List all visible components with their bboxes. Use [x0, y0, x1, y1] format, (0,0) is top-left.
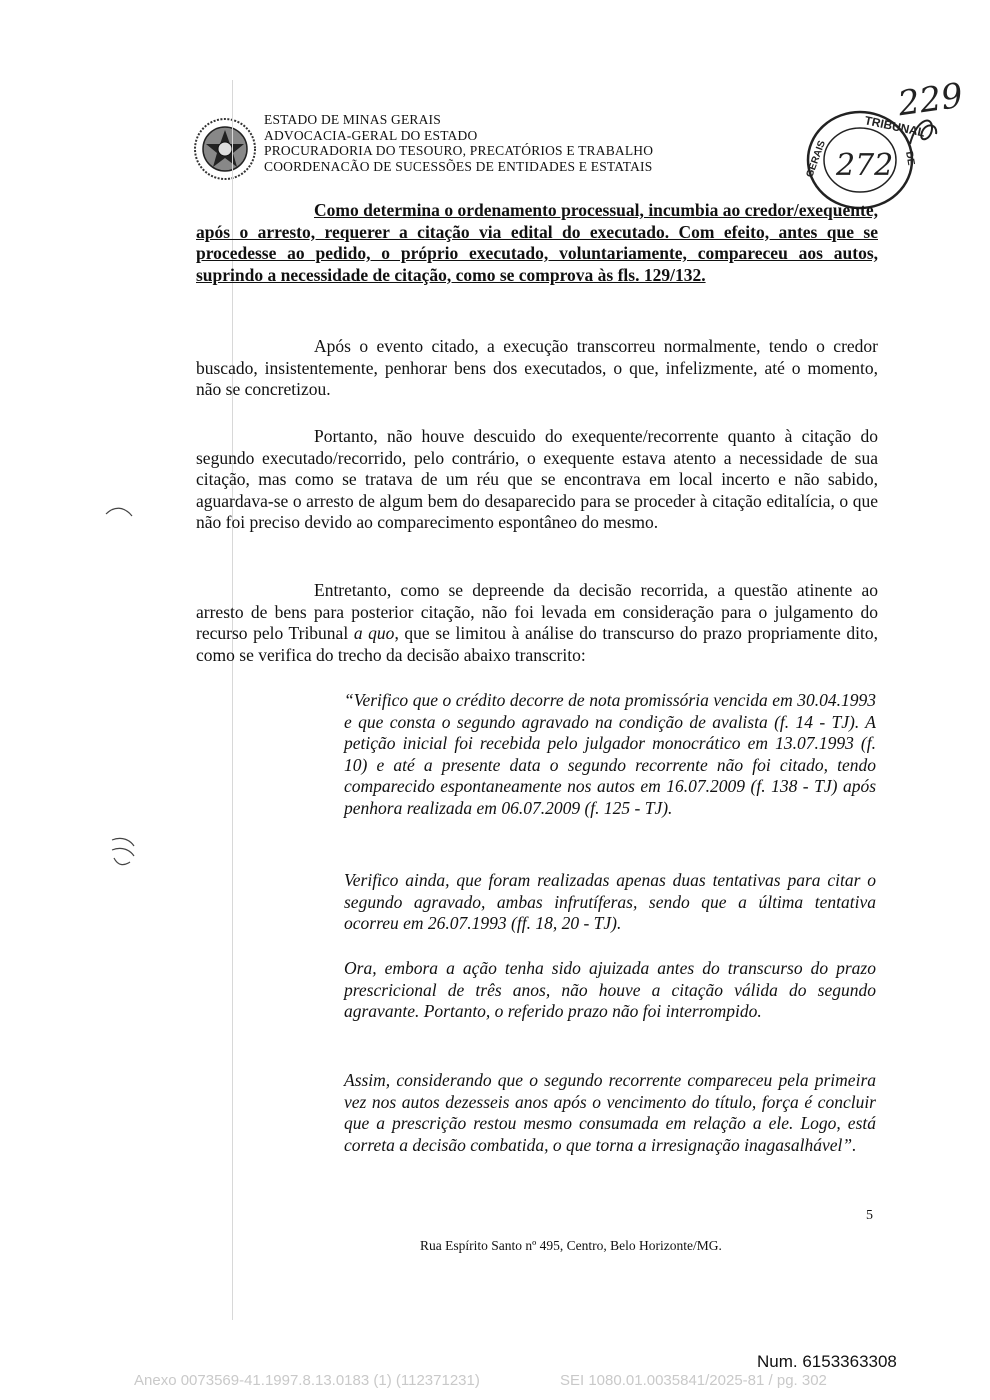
signature-mark: [902, 110, 942, 155]
quote-2: Verifico ainda, que foram realizadas apenas duas tentativas para citar o segundo agravado, ambas infrutíferas, sendo que a última tentativa ocorreu em 26.07.1993 (ff. 18, 20 - TJ).: [344, 870, 876, 933]
document-number: Num. 6153363308: [757, 1352, 897, 1371]
paragraph-3: [196, 580, 878, 666]
page-number: 5: [866, 1208, 873, 1223]
letterhead: [264, 112, 784, 174]
paragraph-1: Após o evento citado, a execução transcorreu normalmente, tendo o credor buscado, insistentemente, penhorar bens dos executados, o que, infelizmente, até o momento, não se concretizou.: [196, 336, 878, 399]
paragraph-2: Portanto, não houve descuido do exequente/recorrente quanto à citação do segundo executado/recorrido, pelo contrário, o exequente estava atento a necessidade de sua citação, mas como se tratava de um réu que se encontrava em local incerto e não sabido, aguardava-se o arresto de algum bem do desaparecido para se proceder à citação editalícia, o que não foi preciso devido ao comparecimento espontâneo do mesmo.: [196, 426, 878, 532]
letterhead-line-1: ESTADO DE MINAS GERAIS: [264, 112, 441, 127]
scan-speck: [104, 504, 144, 539]
coat-of-arms-emblem: [192, 116, 258, 182]
footer-address: Rua Espírito Santo nº 495, Centro, Belo Horizonte/MG.: [420, 1238, 722, 1253]
scan-speck: [104, 836, 144, 881]
corner-handwritten-number: 229: [895, 75, 966, 125]
letterhead-line-4: COORDENACÃO DE SUCESSÕES DE ENTIDADES E ESTATAIS: [264, 158, 653, 174]
quote-1: “Verifico que o crédito decorre de nota promissória vencida em 30.04.1993 e que consta o segundo agravado na condição de avalista (f. 14 - TJ). A petição inicial foi recebida pelo julgador monocrático em 13.07.1993 (f. 10) e até a presente data o segundo recorrente não foi citado, tendo comparecido espontaneamente nos autos em 16.07.2009 (f. 138 - TJ) após penhora realizada em 06.07.2009 (f. 125 - TJ).: [344, 690, 876, 818]
letterhead-line-2: ADVOCACIA-GERAL DO ESTADO: [264, 127, 478, 143]
svg-text:DE: DE: [903, 150, 917, 167]
paragraph-3-text-b: , que se limitou à análise do transcurso do prazo propriamente dito, como se verifica do trecho da decisão abaixo transcrito:: [196, 623, 879, 665]
svg-text:GERAIS: GERAIS: [804, 139, 828, 180]
paragraph-3-italic: a quo: [353, 623, 395, 643]
svg-text:TRIBUNAL: TRIBUNAL: [863, 113, 927, 140]
bold-paragraph: Como determina o ordenamento processual, incumbia ao credor/exequente, após o arresto, requerer a citação via edital do executado. Com efeito, antes que se procedesse ao pedido, o próprio executado, voluntariamente, compareceu aos autos, suprindo a necessidade de citação, como se comprova às fls. 129/132.: [196, 200, 878, 285]
paragraph-3-text-a: Entretanto, como se depreende da decisão recorrida, a questão atinente ao arresto de bens para posterior citação, não foi levada em consideração para o julgamento do recurso pelo Tribunal: [196, 580, 878, 643]
stamp-handwritten-number: 272: [836, 148, 894, 183]
quote-4: Assim, considerando que o segundo recorrente compareceu pela primeira vez nos autos dezesseis anos após o vencimento do título, força é concluir que a prescrição restou mesmo consumada em relação a ele. Logo, está correta a decisão combatida, o que torna a irresignação inagasalhável”.: [344, 1070, 876, 1155]
quote-3: Ora, embora a ação tenha sido ajuizada antes do transcurso do prazo prescricional de três anos, não houve a citação válida do segundo agravante. Portanto, o referido prazo não foi interrompido.: [344, 958, 876, 1021]
sei-reference: SEI 1080.01.0035841/2025-81 / pg. 302: [560, 1372, 827, 1389]
letterhead-line-3: PROCURADORIA DO TESOURO, PRECATÓRIOS E TRABALHO: [264, 143, 654, 158]
annex-reference: Anexo 0073569-41.1997.8.13.0183 (1) (112371231): [134, 1372, 480, 1389]
